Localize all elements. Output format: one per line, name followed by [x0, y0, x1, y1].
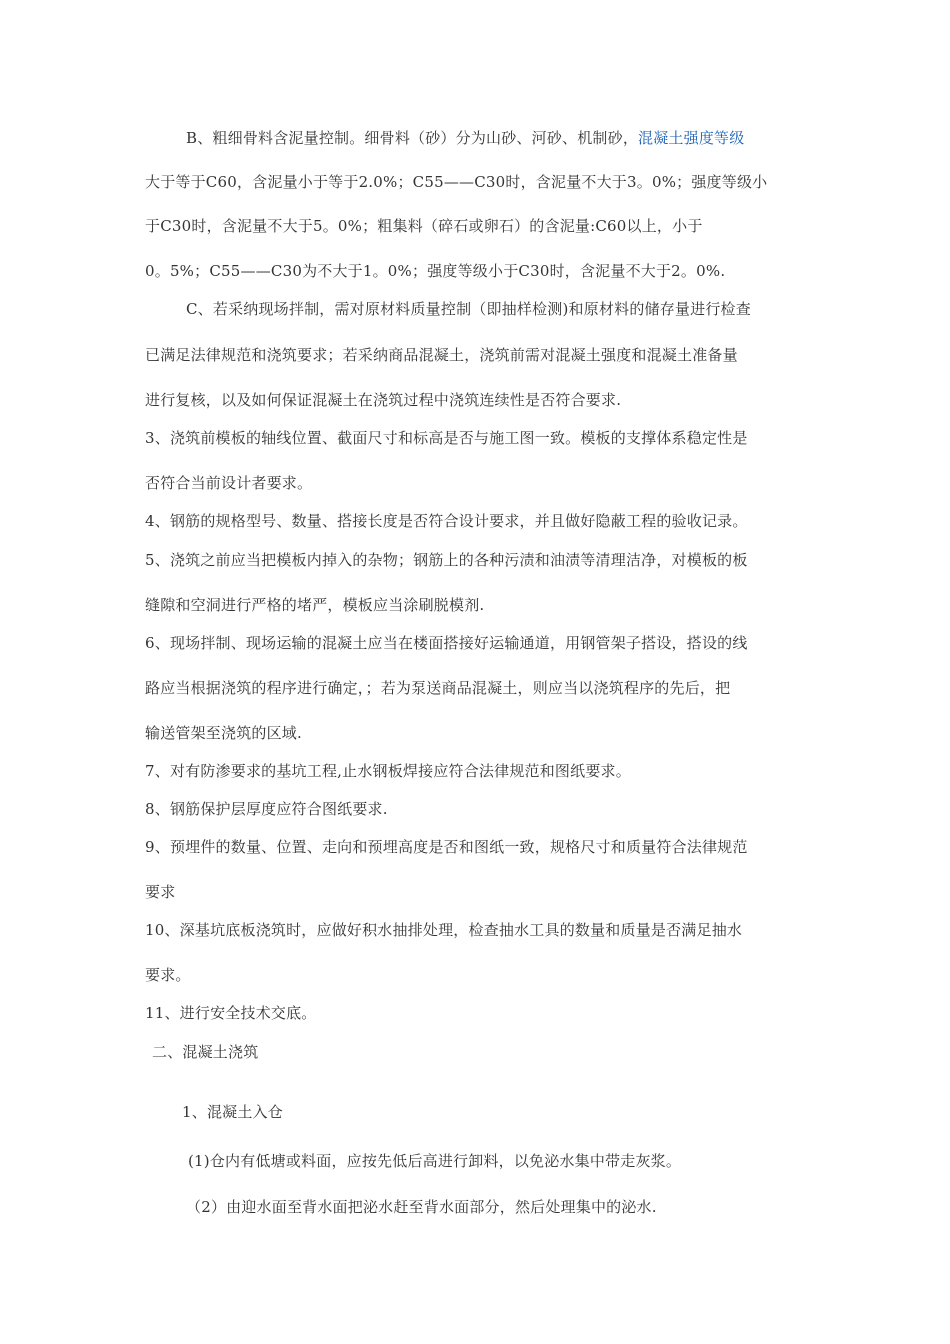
paragraph-line: 大于等于C60，含泥量小于等于2.0%；C55——C30时，含泥量不大于3。0%；强度等级小 [145, 173, 768, 191]
paragraph-line: 要求 [145, 883, 176, 901]
paragraph-line [186, 128, 744, 148]
list-item-7: 7、对有防渗要求的基坑工程,止水钢板焊接应符合法律规范和图纸要求。 [145, 762, 631, 780]
paragraph-line: （2）由迎水面至背水面把泌水赶至背水面部分，然后处理集中的泌水. [186, 1198, 657, 1216]
paragraph-line: C、若采纳现场拌制，需对原材料质量控制（即抽样检测)和原材料的储存量进行检查 [186, 300, 751, 318]
list-item-3: 3、浇筑前模板的轴线位置、截面尺寸和标高是否与施工图一致。模板的支撑体系稳定性是 [145, 429, 748, 447]
list-item-4: 4、钢筋的规格型号、数量、搭接长度是否符合设计要求，并且做好隐蔽工程的验收记录。 [145, 512, 748, 530]
list-item-6: 6、现场拌制、现场运输的混凝土应当在楼面搭接好运输通道，用钢管架子搭设，搭设的线 [145, 634, 748, 652]
section-heading: 二、混凝土浇筑 [152, 1043, 259, 1061]
text-run: B、粗细骨料含泥量控制。细骨料（砂）分为山砂、河砂、机制砂， [186, 129, 639, 147]
list-item-9: 9、预埋件的数量、位置、走向和预埋高度是否和图纸一致，规格尺寸和质量符合法律规范 [145, 838, 748, 856]
list-item-5: 5、浇筑之前应当把模板内掉入的杂物；钢筋上的各种污渍和油渍等清理洁净，对模板的板 [145, 551, 748, 569]
list-item-10: 10、深基坑底板浇筑时，应做好积水抽排处理，检查抽水工具的数量和质量是否满足抽水 [145, 921, 743, 939]
hyperlink-concrete-strength-grade[interactable]: 混凝土强度等级 [638, 129, 745, 147]
list-item-8: 8、钢筋保护层厚度应符合图纸要求. [145, 800, 388, 818]
paragraph-line: 0。5%；C55——C30为不大于1。0%；强度等级小于C30时，含泥量不大于2。0%. [145, 262, 726, 280]
subsection-heading: 1、混凝土入仓 [182, 1103, 283, 1121]
list-item-11: 11、进行安全技术交底。 [145, 1004, 317, 1022]
paragraph-line: 已满足法律规范和浇筑要求；若采纳商品混凝土，浇筑前需对混凝土强度和混凝土准备量 [145, 346, 738, 364]
paragraph-line: 路应当根据浇筑的程序进行确定，；若为泵送商品混凝土，则应当以浇筑程序的先后，把 [145, 679, 731, 697]
paragraph-line: 否符合当前设计者要求。 [145, 474, 313, 492]
paragraph-line: 于C30时，含泥量不大于5。0%；粗集料（碎石或卵石）的含泥量:C60以上，小于 [145, 217, 703, 235]
paragraph-line: 缝隙和空洞进行严格的堵严，模板应当涂刷脱模剂. [145, 596, 485, 614]
paragraph-line: 进行复核，以及如何保证混凝土在浇筑过程中浇筑连续性是否符合要求. [145, 391, 622, 409]
paragraph-line: 输送管架至浇筑的区域. [145, 724, 302, 742]
paragraph-line: 要求。 [145, 966, 191, 984]
paragraph-line: (1)仓内有低塘或料面，应按先低后高进行卸料，以免泌水集中带走灰浆。 [188, 1152, 682, 1170]
